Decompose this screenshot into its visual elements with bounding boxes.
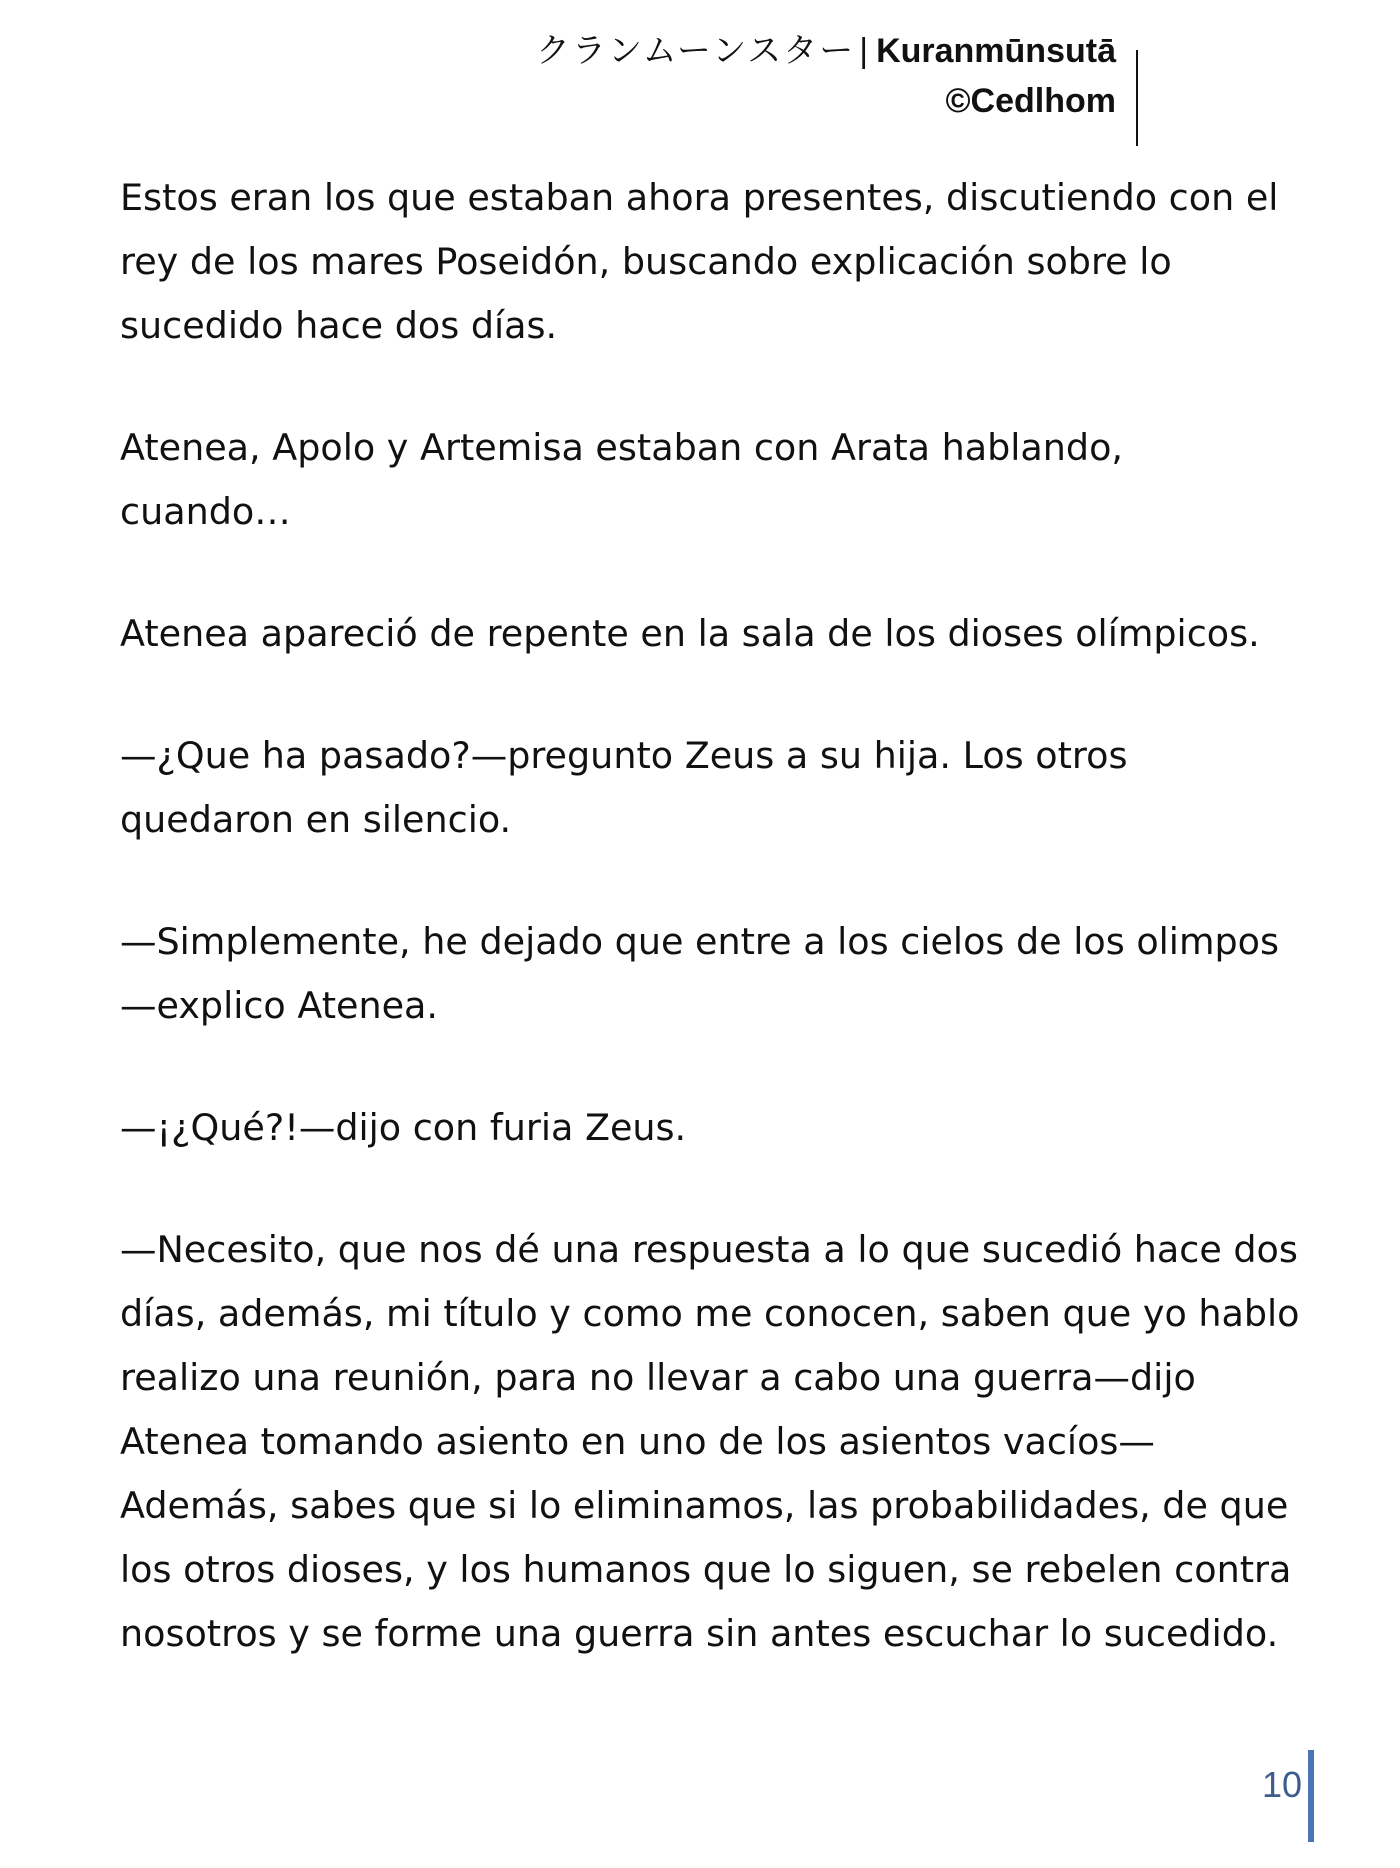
header-romaji-title: Kuranmūnsutā xyxy=(876,32,1116,70)
page-header xyxy=(536,26,1138,126)
page-number-rule xyxy=(1308,1750,1314,1842)
paragraph: Estos eran los que estaban ahora presentes, discutiendo con el rey de los mares Poseidón, buscando explicación sobre lo sucedido hace dos días. xyxy=(120,176,1279,347)
paragraph: —Necesito, que nos dé una respuesta a lo que sucedió hace dos días, además, mi título y como me conocen, saben que yo hablo realizo una reunión, para no llevar a cabo una guerra—dijo Atenea tomando asiento en uno de los asientos vacíos—Además, sabes que si lo eliminamos, las probabilidades, de que los otros dioses, y los humanos que lo siguen, se rebelen contra nosotros y se forme una guerra sin antes escuchar lo sucedido. xyxy=(120,1228,1300,1655)
header-copyright: ©Cedlhom xyxy=(945,82,1116,120)
header-vertical-rule xyxy=(1136,50,1138,146)
paragraph: Atenea, Apolo y Artemisa estaban con Arata hablando, cuando… xyxy=(120,426,1124,533)
header-title-line xyxy=(536,26,1116,76)
header-japanese-title: クランムーンスター xyxy=(535,31,856,71)
story-text xyxy=(120,166,1300,1724)
paragraph: —Simplemente, he dejado que entre a los cielos de los olimpos—explico Atenea. xyxy=(120,920,1280,1027)
paragraph: —¡¿Qué?!—dijo con furia Zeus. xyxy=(120,1106,687,1149)
paragraph: —¿Que ha pasado?—pregunto Zeus a su hija. Los otros quedaron en silencio. xyxy=(120,734,1128,841)
header-separator: | xyxy=(859,32,869,70)
paragraph: Atenea apareció de repente en la sala de los dioses olímpicos. xyxy=(120,612,1260,655)
page-number: 10 xyxy=(1261,1764,1302,1805)
